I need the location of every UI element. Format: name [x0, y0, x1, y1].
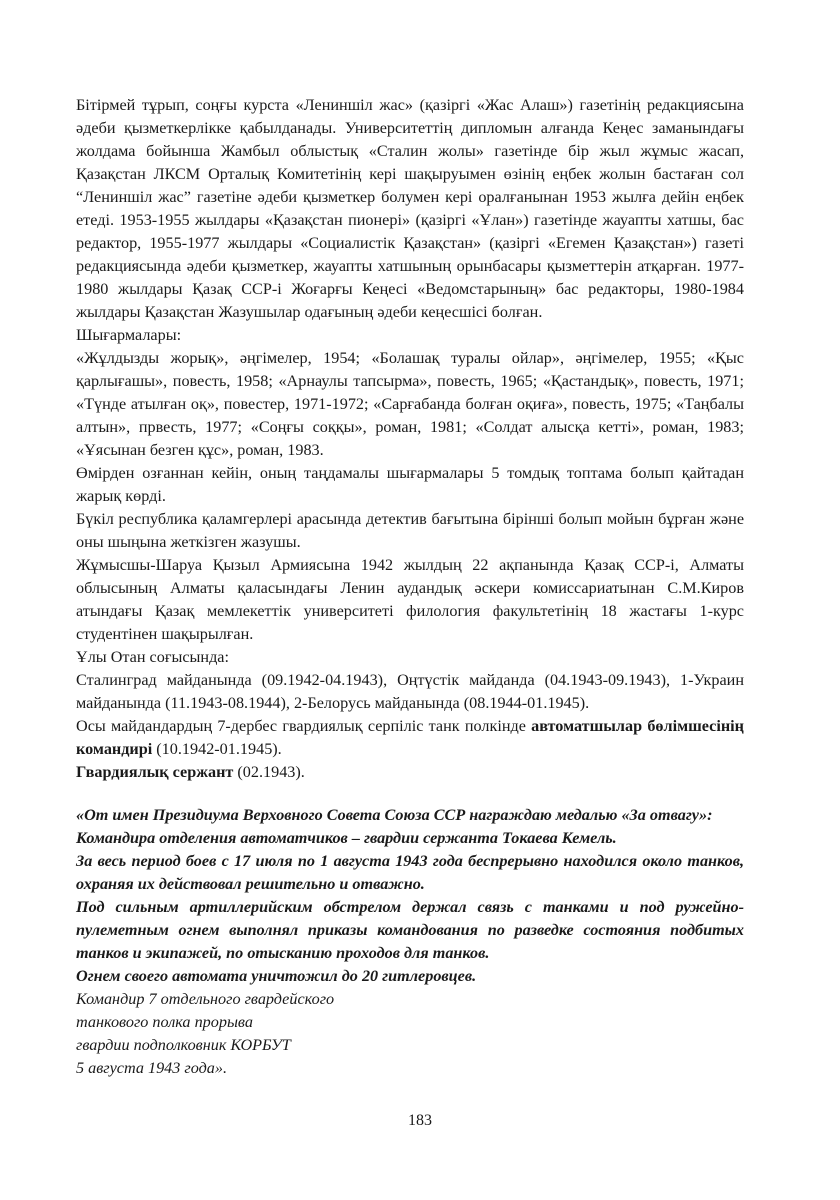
page-number: 183: [408, 1112, 432, 1129]
signature-line-2: танкового полка прорыва: [76, 1013, 253, 1031]
unit-text-pre: Осы майдандардың 7-дербес гвардиялық серпіліс танк полкінде: [76, 717, 532, 735]
works-heading: Шығармалары:: [76, 326, 182, 344]
bio-paragraph-2: Өмірден озғаннан кейін, оның таңдамалы шығармалары 5 томдық топтама болып қайтадан жарық көрді.: [76, 464, 744, 505]
signature-line-3: гвардии подполковник КОРБУТ: [76, 1036, 291, 1054]
signature-line-1: Командир 7 отдельного гвардейского: [76, 990, 335, 1008]
unit-role: автоматшылар бөлімшесінің командирі: [76, 717, 744, 758]
bio-paragraph-1: Бітірмей тұрып, соңғы курста «Лениншіл жас» (қазіргі «Жас Алаш») газетінің редакциясына әдеби қызметкерлікке қабылданады. Университеттің дипломын алғанда Кеңес заманындағы жолдама бойынша Жамбыл облыстық «Сталин жолы» газетінде бір жыл жұмыс жасап, Қазақстан ЛКСМ Орталық Комитетінің кері шақыруымен өзінің еңбек жолын бастаған сол “Лениншіл жас” газетіне әдеби қызметкер болумен кері оралғанынан 1953 жылға дейін еңбек етеді. 1953-1955 жылдары «Қазақстан пионері» (қазіргі «Ұлан») газетінде жауапты хатшы, бас редактор, 1955-1977 жылдары «Социалистік Қазақстан» (қазіргі «Егемен Қазақстан») газеті редакциясында әдеби қызметкер, жауапты хатшының орынбасары қызметтерін атқарған. 1977-1980 жылдары Қазақ ССР-і Жоғарғы Кеңесі «Ведомстарының» бас редакторы, 1980-1984 жылдары Қазақстан Жазушылар одағының әдеби кеңесшісі болған.: [76, 96, 744, 321]
award-line-5: Огнем своего автомата уничтожил до 20 гитлеровцев.: [76, 967, 477, 985]
award-line-2: Командира отделения автоматчиков – гвардии сержанта Токаева Кемель.: [76, 829, 617, 847]
unit-paragraph: [76, 715, 744, 761]
award-line-4: Под сильным артиллерийским обстрелом держал связь с танками и под ружейно-пулеметным огнем выполнял приказы командования по разведке состояния подбитых танков и экипажей, по отысканию проходов для танков.: [76, 898, 744, 962]
rank-title: Гвардиялық сержант: [76, 763, 234, 781]
works-list: «Жұлдызды жорық», әңгімелер, 1954; «Болашақ туралы ойлар», әңгімелер, 1955; «Қыс қарлығашы», повесть, 1958; «Арнаулы тапсырма», повесть, 1965; «Қастандық», повесть, 1971; «Түнде атылған оқ», повестер, 1971-1972; «Сарғабанда болған оқиға», повесть, 1975; «Таңбалы алтын», првесть, 1977; «Соңғы соққы», роман, 1981; «Солдат алысқа кетті», роман, 1983; «Ұясынан безген құс», роман, 1983.: [76, 349, 744, 459]
page-body: [76, 94, 744, 1080]
award-line-3: За весь период боев с 17 июля по 1 августа 1943 года беспрерывно находился около танков, охраняя их действовал решительно и отважно.: [76, 852, 744, 893]
unit-text-post: (10.1942-01.1945).: [152, 740, 282, 758]
rank-date: (02.1943).: [233, 763, 305, 781]
signature-line-4: 5 августа 1943 года».: [76, 1059, 228, 1077]
war-heading: Ұлы Отан соғысында:: [76, 648, 229, 666]
award-line-1: «От имен Президиума Верховного Совета Союза ССР награждаю медалью «За отвагу»:: [76, 806, 713, 824]
rank-paragraph: [76, 761, 744, 784]
award-citation: [76, 804, 744, 1080]
fronts-list: Сталинград майданында (09.1942-04.1943), Оңтүстік майданда (04.1943-09.1943), 1-Украин майданында (11.1943-08.1944), 2-Белорусь майданында (08.1944-01.1945).: [76, 671, 744, 712]
bio-paragraph-3: Бүкіл республика қаламгерлері арасында детектив бағытына бірінші болып мойын бұрған және оны шыңына жеткізген жазушы.: [76, 510, 744, 551]
bio-paragraph-4: Жұмысшы-Шаруа Қызыл Армиясына 1942 жылдың 22 ақпанында Қазақ ССР-і, Алматы облысының Алматы қаласындағы Ленин аудандық әскери комиссариатынан С.М.Киров атындағы Қазақ мемлекеттік университеті филология факультетінің 18 жастағы 1-курс студентінен шақырылған.: [76, 556, 744, 643]
